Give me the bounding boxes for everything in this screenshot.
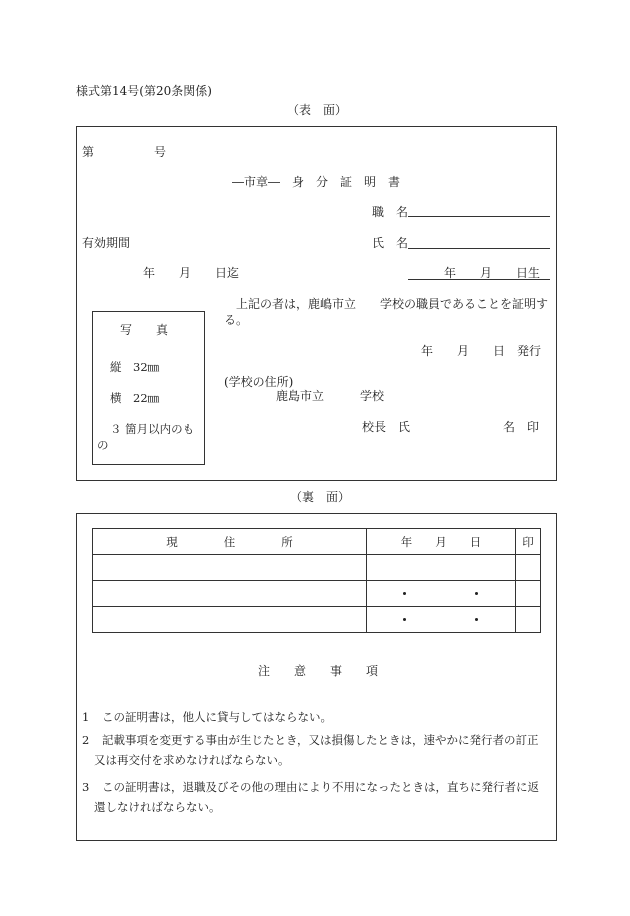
note-3-line1: この証明書は，退職及びその他の理由により不用になったときは，直ちに発行者に返: [102, 780, 539, 794]
date-separator-dot: [403, 618, 406, 621]
validity-label: 有効期間: [82, 236, 131, 250]
header-seal: 印: [516, 529, 541, 555]
note-2-line1: 記載事項を変更する事由が生じたとき，又は損傷したときは，速やかに発行者の訂正: [102, 733, 539, 747]
photo-width: 横 22㎜: [110, 391, 160, 405]
address-cell: [93, 607, 367, 633]
birth-date: 年 月 日生: [444, 266, 541, 280]
note-number-3: 3: [82, 780, 90, 794]
note-1-line1: この証明書は，他人に貸与してはならない。: [102, 710, 332, 724]
table-header-row: [93, 529, 541, 555]
photo-note-line2: の: [97, 438, 109, 452]
card-title: ―市章― 身 分 証 明 書: [232, 175, 401, 189]
form-title: 様式第14号(第20条関係): [76, 84, 212, 98]
notes-title: 注 意 事 項: [258, 664, 379, 678]
address-cell: [93, 555, 367, 581]
photo-note-line1: ３ 箇月以内のも: [110, 422, 195, 436]
certification-line2: る。: [224, 313, 249, 327]
date-cell: [367, 581, 516, 607]
post-field-line: [408, 216, 550, 217]
header-date: 年 月 日: [367, 529, 516, 555]
note-2-line2: 又は再交付を求めなければならない。: [94, 753, 290, 767]
principal-label: 校長 氏: [362, 420, 411, 434]
note-number-1: 1: [82, 710, 90, 724]
table-row: [93, 581, 541, 607]
expiry-date: 年 月 日迄: [143, 266, 240, 280]
address-cell: [93, 581, 367, 607]
date-separator-dot: [403, 592, 406, 595]
back-heading: （裏 面）: [290, 490, 351, 504]
school-address-label: (学校の住所): [224, 375, 294, 389]
address-history-table: [92, 528, 541, 633]
date-separator-dot: [475, 618, 478, 621]
header-address: 現 住 所: [93, 529, 367, 555]
certification-line1: 上記の者は，鹿嶋市立 学校の職員であることを証明す: [236, 297, 549, 311]
date-cell: [367, 555, 516, 581]
photo-title: 写 真: [120, 323, 169, 337]
school-name: 鹿島市立 学校: [276, 389, 385, 403]
note-number-2: 2: [82, 733, 90, 747]
note-3-line2: 還しなければならない。: [94, 800, 221, 814]
seal-label: 名 印: [503, 420, 540, 434]
post-label: 職 名: [372, 205, 409, 219]
seal-cell: [516, 581, 541, 607]
front-heading: （表 面）: [287, 103, 348, 117]
table-row: [93, 555, 541, 581]
name-field-line: [408, 248, 550, 249]
seal-cell: [516, 555, 541, 581]
date-separator-dot: [475, 592, 478, 595]
name-label: 氏 名: [372, 236, 409, 250]
seal-cell: [516, 607, 541, 633]
date-cell: [367, 607, 516, 633]
issue-date: 年 月 日 発行: [421, 344, 542, 358]
photo-height: 縦 32㎜: [110, 360, 160, 374]
card-number-label: 第 号: [82, 145, 167, 159]
birth-date-line: [408, 279, 550, 280]
table-row: [93, 607, 541, 633]
